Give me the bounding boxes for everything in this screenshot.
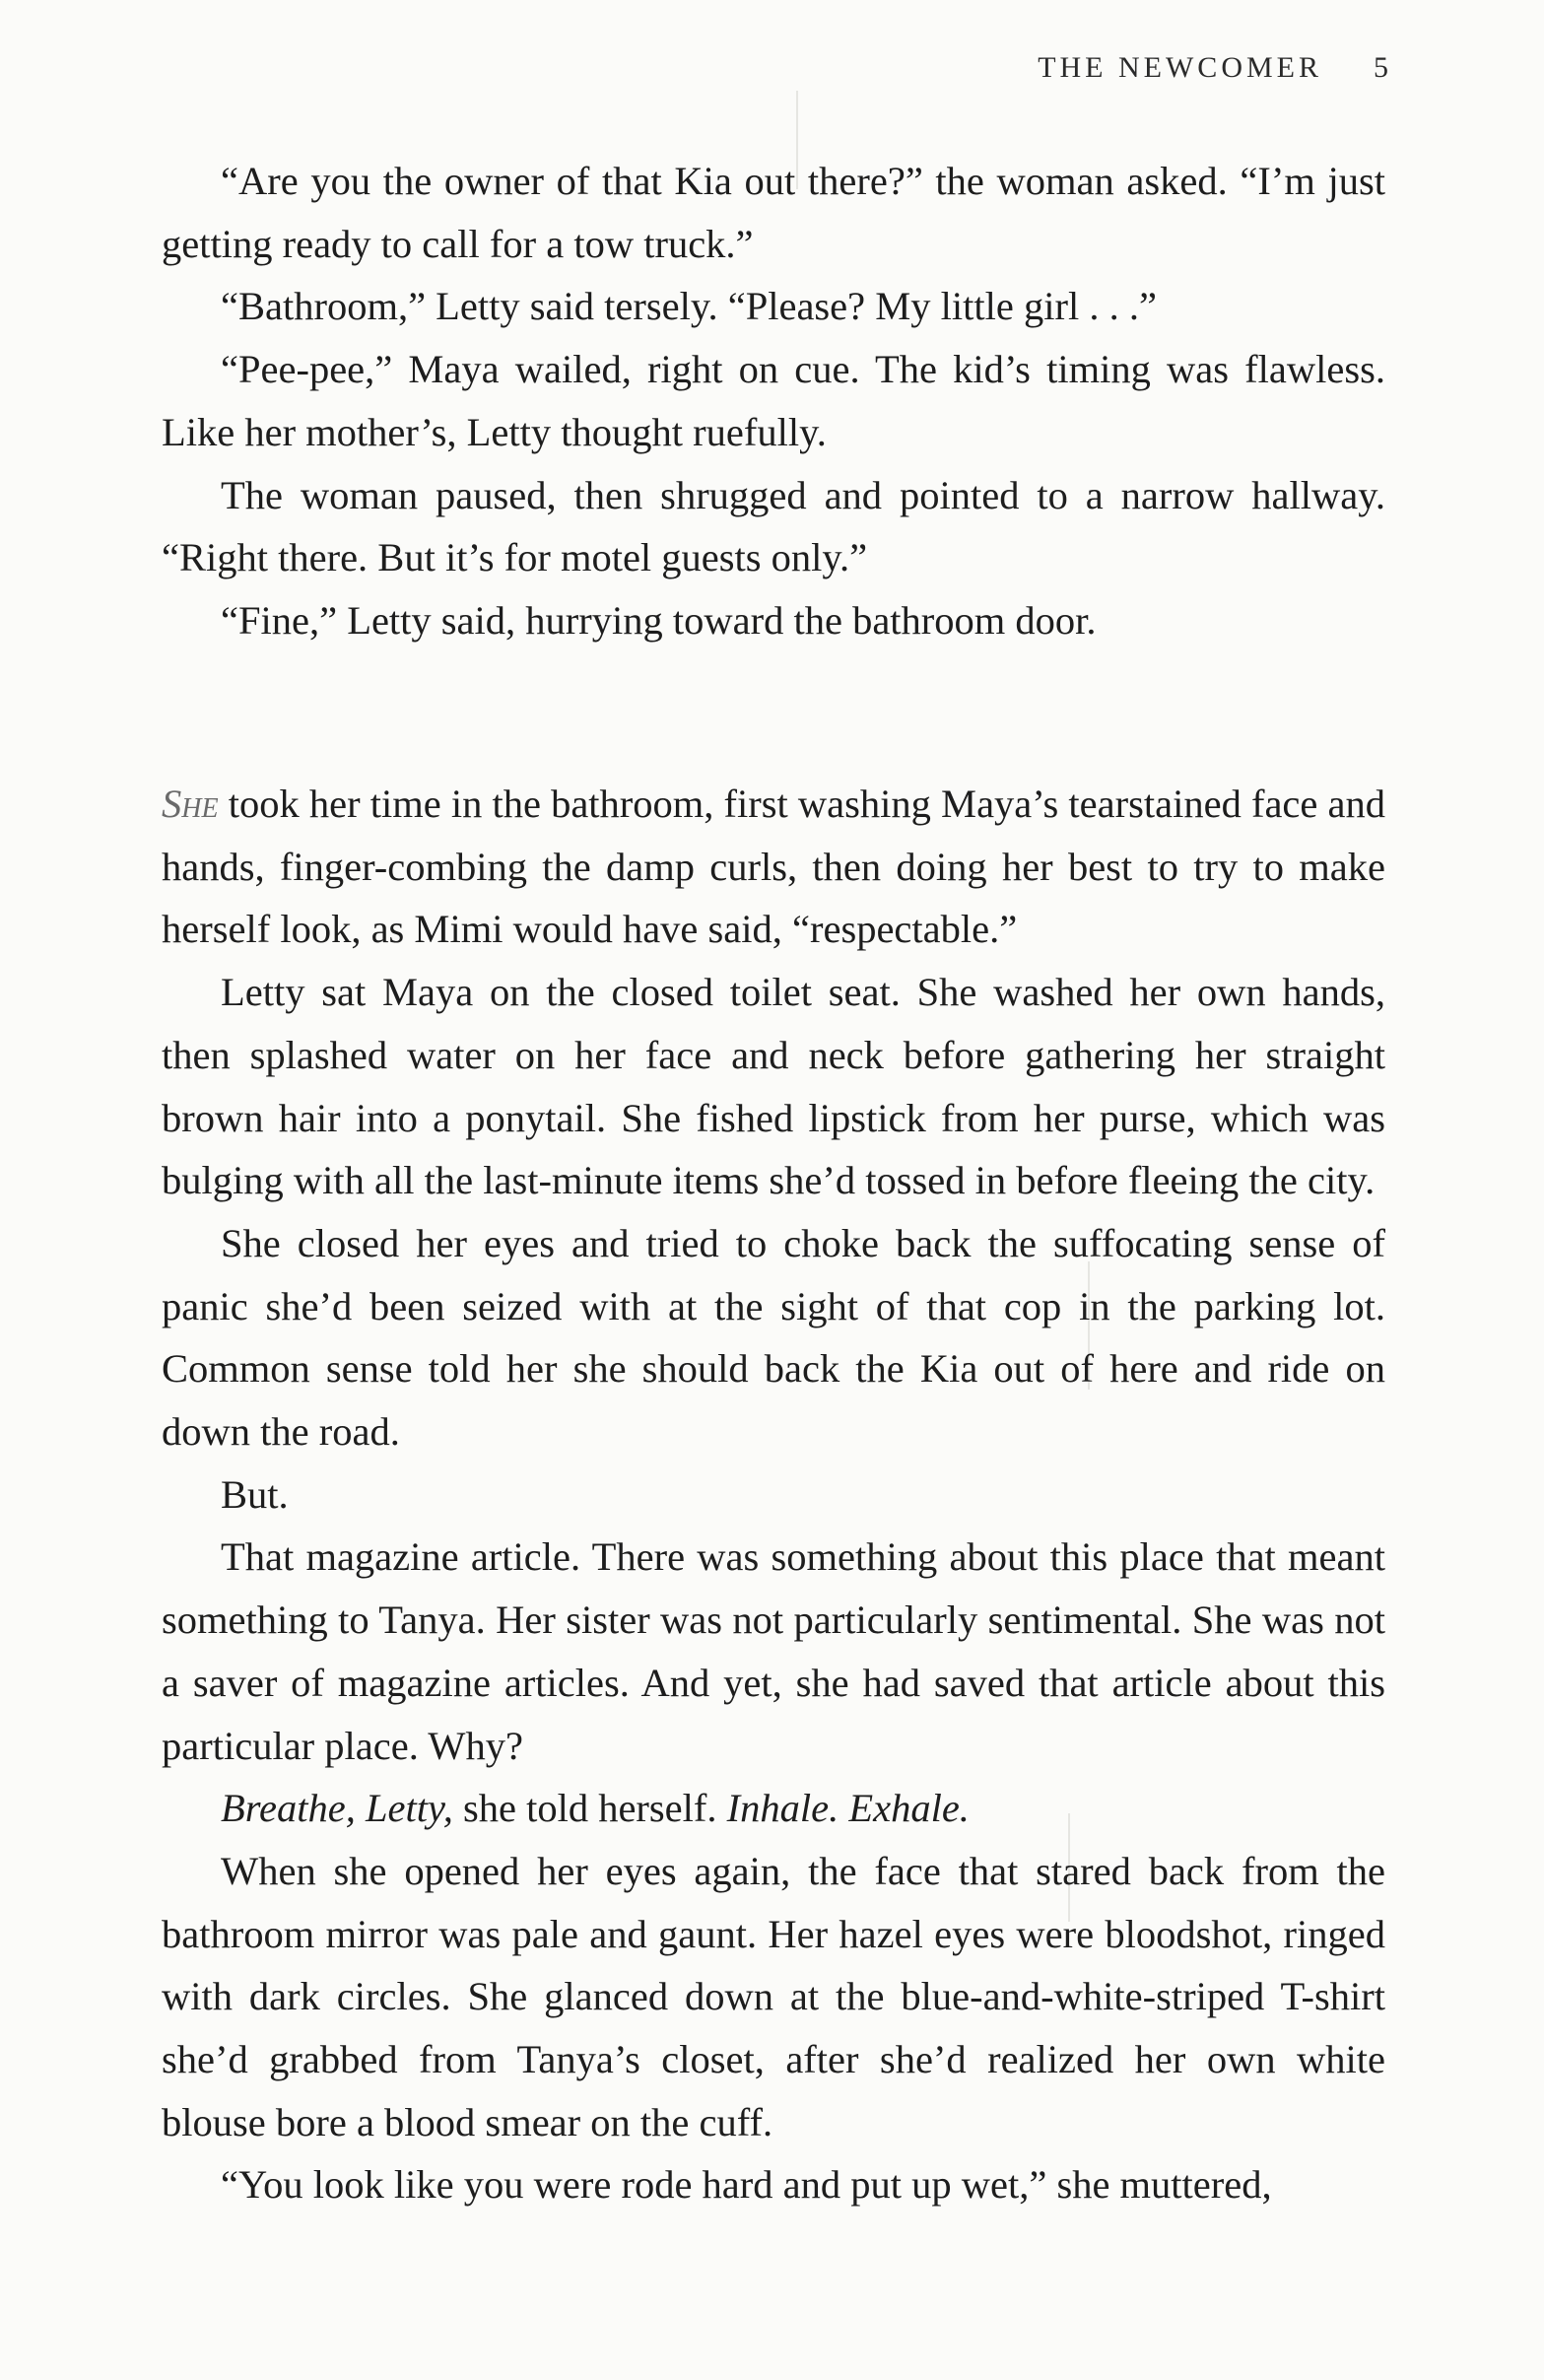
running-head	[1038, 51, 1388, 85]
text-section-1	[162, 150, 1385, 652]
paragraph-text: she told herself.	[452, 1786, 727, 1831]
paragraph: Letty sat Maya on the closed toilet seat. She washed her own hands, then splashed water on her face and neck before gathering her straight brown hair into a ponytail. She fished lipstick from her purse, which was bulging with all the last-minute items she’d tossed in before fleeing the city.	[162, 970, 1385, 1203]
paragraph: She closed her eyes and tried to choke back the suffocating sense of panic she’d been seized with at the sight of that cop in the parking lot. Common sense told her she should back the Kia out of here and ride on down the road.	[162, 1220, 1385, 1455]
page-number: 5	[1374, 51, 1388, 84]
paragraph: But.	[221, 1471, 289, 1517]
paragraph: “Are you the owner of that Kia out there?” the woman asked. “I’m just getting ready to call for a tow truck.”	[162, 159, 1385, 266]
paragraph: “Fine,” Letty said, hurrying toward the bathroom door.	[221, 597, 1097, 643]
paragraph: The woman paused, then shrugged and pointed to a narrow hallway. “Right there. But it’s for motel guests only.”	[162, 472, 1385, 580]
section-opening-paragraph	[162, 773, 1385, 961]
paragraph: “Pee-pee,” Maya wailed, right on cue. The kid’s timing was flawless. Like her mother’s, Letty thought ruefully.	[162, 347, 1385, 454]
paragraph: “Bathroom,” Letty said tersely. “Please? My little girl . . .”	[221, 284, 1157, 329]
italic-thought: Breathe, Letty,	[221, 1786, 453, 1831]
text-section-2	[162, 773, 1385, 2216]
section-opening-text: took her time in the bathroom, first washing Maya’s tearstained face and hands, finger-combing the damp curls, then doing her best to try to make herself look, as Mimi would have said, “respectable.”	[162, 782, 1385, 952]
italic-thought: Inhale. Exhale.	[726, 1786, 970, 1831]
paragraph: “You look like you were rode hard and put up wet,” she muttered,	[221, 2162, 1272, 2208]
paragraph: That magazine article. There was something about this place that meant something to Tanya. Her sister was not particularly sentimental. She was not a saver of magazine articles. And yet, she had saved that article about this particular place. Why?	[162, 1534, 1385, 1768]
running-title: THE NEWCOMER	[1038, 51, 1322, 84]
paragraph: When she opened her eyes again, the face that stared back from the bathroom mirror was pale and gaunt. Her hazel eyes were bloodshot, ringed with dark circles. She glanced down at the blue-and-white-striped T-shirt she’d grabbed from Tanya’s closet, after she’d realized her own white blouse bore a blood smear on the cuff.	[162, 1848, 1385, 2144]
breathe-paragraph	[162, 1777, 1385, 1840]
section-opening-word: She	[162, 782, 219, 826]
